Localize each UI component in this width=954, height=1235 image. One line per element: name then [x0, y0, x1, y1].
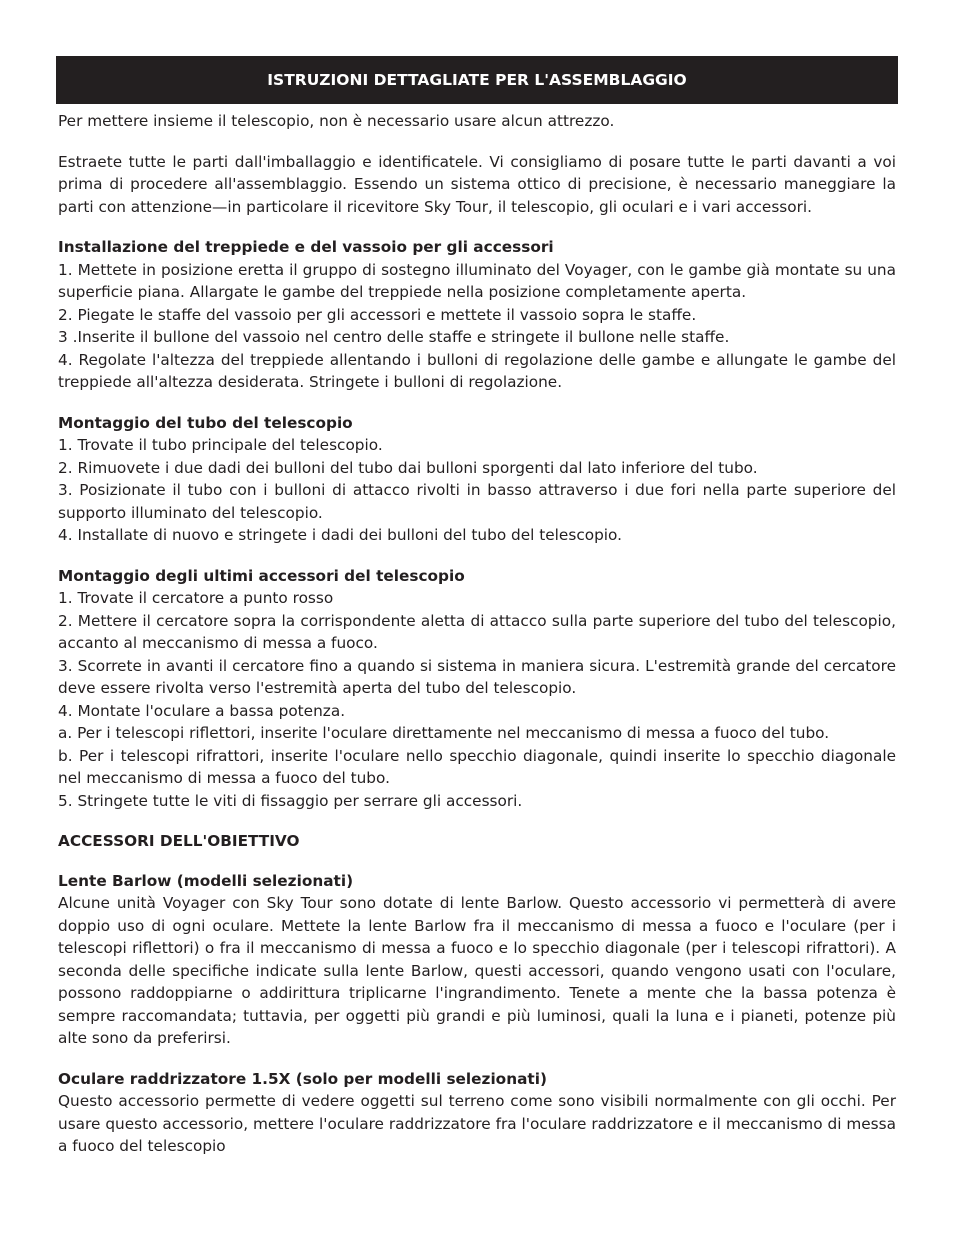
accessories-step: b. Per i telescopi rifrattori, inserite l'oculare nello specchio diagonale, quindi inserite lo specchio diagonale nel meccanismo di messa a fuoco del tubo. [58, 746, 896, 787]
tube-step: 4. Installate di nuovo e stringete i dadi dei bulloni del tubo del telescopio. [58, 526, 622, 544]
accessories-step: a. Per i telescopi riflettori, inserite l'oculare direttamente nel meccanismo di messa a fuoco del tubo. [58, 724, 830, 742]
tripod-step: 3 .Inserite il bullone del vassoio nel centro delle staffe e stringete il bullone nelle staffe. [58, 328, 730, 346]
barlow-heading: Lente Barlow (modelli selezionati) [58, 871, 354, 890]
accessories-step: 4. Montate l'oculare a bassa potenza. [58, 701, 346, 720]
tripod-step: 2. Piegate le staffe del vassoio per gli accessori e mettete il vassoio sopra le staffe. [58, 305, 697, 324]
accessories-heading: Montaggio degli ultimi accessori del telescopio [58, 566, 465, 585]
intro-paragraph: Per mettere insieme il telescopio, non è necessario usare alcun attrezzo. [58, 112, 615, 130]
tripod-heading: Installazione del treppiede e del vassoio per gli accessori [58, 238, 554, 256]
unpack-paragraph: Estraete tutte le parti dall'imballaggio e identificatele. Vi consigliamo di posare tutte le parti davanti a voi prima di procedere all'assemblaggio. Essendo un sistema ottico di precisione, è necessario maneggiare la parti con attenzione—in particolare il ricevitore Sky Tour, il telescopio, gli oculari e i vari accessori. [58, 152, 896, 216]
tube-step: 2. Rimuovete i due dadi dei bulloni del tubo dai bulloni sporgenti dal lato inferiore del tubo. [58, 458, 758, 477]
tube-step: 1. Trovate il tubo principale del telescopio. [58, 436, 383, 454]
objective-heading: ACCESSORI DELL'OBIETTIVO [58, 832, 300, 850]
tripod-step: 4. Regolate l'altezza del treppiede allentando i bulloni di regolazione delle gambe e allungate le gambe del treppiede all'altezza desiderata. Stringete i bulloni di regolazione. [58, 350, 896, 391]
accessories-step: 1. Trovate il cercatore a punto rosso [58, 589, 334, 607]
section-banner [56, 56, 898, 104]
tube-heading: Montaggio del tubo del telescopio [58, 413, 353, 432]
erecting-paragraph: Questo accessorio permette di vedere oggetti sul terreno come sono visibili normalmente con gli occhi. Per usare questo accessorio, mettere l'oculare raddrizzatore fra l'oculare raddrizzatore e il meccanismo di messa a fuoco del telescopio [58, 1092, 896, 1155]
barlow-paragraph: Alcune unità Voyager con Sky Tour sono dotate di lente Barlow. Questo accessorio vi permetterà di avere doppio uso di ogni oculare. Mettete la lente Barlow fra il meccanismo di messa a fuoco e l'oculare (per i telescopi riflettori) o fra il meccanismo di messa a fuoco e lo specchio diagonale (per i telescopi rifrattori). A seconda delle specifiche indicate sulla lente Barlow, questi accessori, quando vengono usati con l'oculare, possono raddoppiarne o addirittura triplicarne l'ingrandimento. Tenete a mente che la bassa potenza è sempre raccomandata; tuttavia, per oggetti più grandi e più luminosi, quali la luna e i pianeti, potenze più alte sono da preferirsi. [58, 894, 896, 1047]
accessories-step: 5. Stringete tutte le viti di fissaggio per serrare gli accessori. [58, 791, 523, 810]
accessories-step: 2. Mettere il cercatore sopra la corrispondente aletta di attacco sulla parte superiore del tubo del telescopio, accanto al meccanismo di messa a fuoco. [58, 611, 896, 652]
tripod-step: 1. Mettete in posizione eretta il gruppo di sostegno illuminato del Voyager, con le gambe già montate su una superficie piana. Allargate le gambe del treppiede nella posizione completamente aperta. [58, 260, 896, 301]
erecting-heading: Oculare raddrizzatore 1.5X (solo per modelli selezionati) [58, 1069, 547, 1088]
accessories-step: 3. Scorrete in avanti il cercatore fino a quando si sistema in maniera sicura. L'estremità grande del cercatore deve essere rivolta verso l'estremità aperta del tubo del telescopio. [58, 656, 896, 697]
banner-title: ISTRUZIONI DETTAGLIATE PER L'ASSEMBLAGGIO [267, 71, 687, 89]
tube-step: 3. Posizionate il tubo con i bulloni di attacco rivolti in basso attraverso i due fori nella parte superiore del supporto illuminato del telescopio. [58, 481, 896, 522]
page-content [58, 110, 896, 1158]
